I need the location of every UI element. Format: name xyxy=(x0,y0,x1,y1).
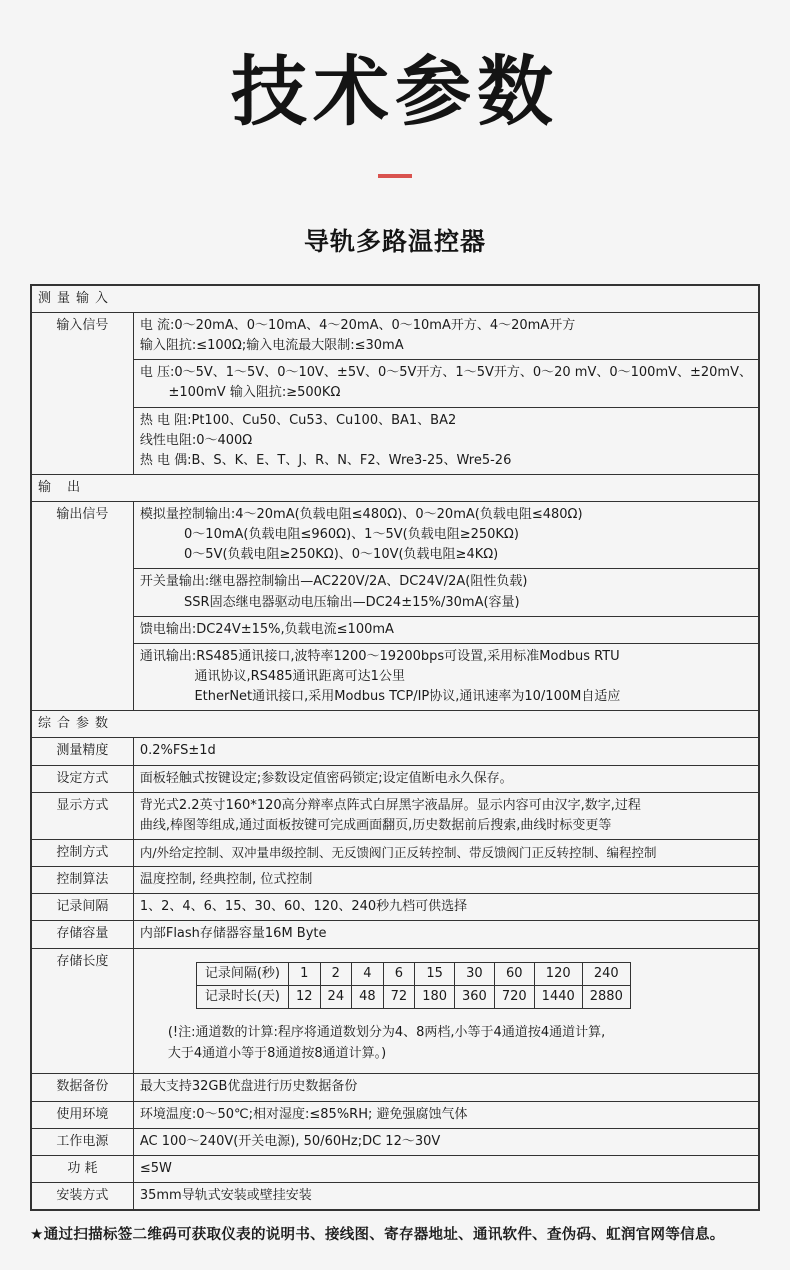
storage-length-table xyxy=(196,962,631,1009)
footer-note xyxy=(30,1223,760,1270)
star-icon: ★ xyxy=(30,1225,44,1244)
cell-switch-output xyxy=(133,569,758,616)
row-label-accuracy: 测量精度 xyxy=(32,738,134,765)
storage-interval-cell: 15 xyxy=(415,962,455,985)
row-label-input-signal: 输入信号 xyxy=(32,312,134,474)
current-line-2: 输入阻抗:≤100Ω;输入电流最大限制:≤30mA xyxy=(139,338,404,354)
table-row xyxy=(32,792,759,839)
table-row xyxy=(32,711,759,738)
cell-feed-output: 馈电输出:DC24V±15%,负载电流≤100mA xyxy=(133,616,758,643)
row-value-record-interval: 1、2、4、6、15、30、60、120、240秒九档可供选择 xyxy=(133,894,758,921)
table-row xyxy=(32,1074,759,1101)
row-label-consumption: 功 耗 xyxy=(32,1155,134,1182)
storage-duration-cell: 24 xyxy=(320,985,352,1008)
section-overall: 综合参数 xyxy=(32,711,759,738)
storage-interval-cell: 120 xyxy=(534,962,582,985)
row-label-storage-capacity: 存储容量 xyxy=(32,921,134,948)
table-row xyxy=(32,1128,759,1155)
comm-line-1: 通讯输出:RS485通讯接口,波特率1200～19200bps可设置,采用标准Modbus RTU xyxy=(139,648,620,664)
switch-line-1: 开关量输出:继电器控制输出—AC220V/2A、DC24V/2A(阻性负载) xyxy=(139,574,528,590)
cell-current-spec xyxy=(133,312,758,359)
table-row xyxy=(32,867,759,894)
storage-interval-cell: 60 xyxy=(494,962,534,985)
rtd-line-2: 线性电阻:0～400Ω xyxy=(139,432,253,448)
table-row xyxy=(32,569,759,616)
row-value-display xyxy=(133,792,758,839)
display-line-1: 背光式2.2英寸160*120高分辩率点阵式白屏黑字液晶屏。显示内容可由汉字,数字,过程 xyxy=(139,797,641,813)
row-label-output-signal: 输出信号 xyxy=(32,502,134,711)
page-title: 技术参数 xyxy=(231,47,559,136)
switch-line-2: SSR固态继电器驱动电压输出—DC24±15%/30mA(容量) xyxy=(184,594,520,610)
row-value-control-algo: 温度控制, 经典控制, 位式控制 xyxy=(133,867,758,894)
table-row xyxy=(196,962,630,985)
section-output: 输 出 xyxy=(32,474,759,501)
table-row xyxy=(32,616,759,643)
spec-table xyxy=(31,285,759,1210)
storage-length-note xyxy=(140,1013,752,1071)
analog-line-2: 0～10mA(负载电阻≤960Ω)、1～5V(负载电阻≥250KΩ) xyxy=(184,527,519,543)
table-row xyxy=(32,738,759,765)
footer-text: 通过扫描标签二维码可获取仪表的说明书、接线图、寄存器地址、通讯软件、查伪码、虹润官网等信息。 xyxy=(43,1227,725,1244)
title-divider xyxy=(378,174,412,178)
table-row xyxy=(32,407,759,474)
storage-duration-cell: 180 xyxy=(415,985,455,1008)
table-row xyxy=(32,474,759,501)
storage-duration-cell: 72 xyxy=(383,985,415,1008)
row-value-control-mode: 内/外给定控制、双冲量串级控制、无反馈阀门正反转控制、带反馈阀门正反转控制、编程控制 xyxy=(133,840,758,867)
table-row xyxy=(32,921,759,948)
table-row xyxy=(32,360,759,407)
row-label-backup: 数据备份 xyxy=(32,1074,134,1101)
cell-voltage-spec xyxy=(133,360,758,407)
storage-duration-cell: 12 xyxy=(289,985,321,1008)
voltage-line-1: 电 压:0～5V、1～5V、0～10V、±5V、0～5V开方、1～5V开方、0～20 mV、0～100mV、±20mV、 xyxy=(139,365,752,381)
product-subtitle: 导轨多路温控器 xyxy=(303,226,486,256)
storage-note-line-1: (!注:通道数的计算:程序将通道数划分为4、8两档,小等于4通道按4通道计算, xyxy=(167,1024,606,1040)
storage-duration-cell: 360 xyxy=(455,985,495,1008)
current-line-1: 电 流:0～20mA、0～10mA、4～20mA、0～10mA开方、4～20mA开方 xyxy=(139,317,576,333)
table-row xyxy=(32,1101,759,1128)
display-line-2: 曲线,棒图等组成,通过面板按键可完成画面翻页,历史数据前后搜索,曲线时标变更等 xyxy=(139,817,612,833)
storage-interval-cell: 6 xyxy=(383,962,415,985)
storage-interval-cell: 30 xyxy=(455,962,495,985)
row-label-power: 工作电源 xyxy=(32,1128,134,1155)
row-label-control-mode: 控制方式 xyxy=(32,840,134,867)
table-row xyxy=(32,840,759,867)
cell-analog-output xyxy=(133,502,758,569)
spec-table-wrapper xyxy=(30,284,760,1211)
analog-line-1: 模拟量控制输出:4～20mA(负载电阻≤480Ω)、0～20mA(负载电阻≤480Ω) xyxy=(139,507,583,523)
table-row xyxy=(32,894,759,921)
row-label-control-algo: 控制算法 xyxy=(32,867,134,894)
row-value-environment: 环境温度:0～50℃;相对湿度:≤85%RH; 避免强腐蚀气体 xyxy=(133,1101,758,1128)
row-label-record-interval: 记录间隔 xyxy=(32,894,134,921)
row-value-storage-length xyxy=(133,948,758,1074)
storage-duration-header: 记录时长(天) xyxy=(196,985,288,1008)
storage-note-line-2: 大于4通道小等于8通道按8通道计算。) xyxy=(167,1045,387,1061)
storage-duration-cell: 2880 xyxy=(582,985,630,1008)
rtd-line-1: 热 电 阻:Pt100、Cu50、Cu53、Cu100、BA1、BA2 xyxy=(139,412,457,428)
row-value-consumption: ≤5W xyxy=(133,1155,758,1182)
table-row xyxy=(32,643,759,710)
row-label-environment: 使用环境 xyxy=(32,1101,134,1128)
storage-interval-cell: 4 xyxy=(352,962,384,985)
row-value-power: AC 100～240V(开关电源), 50/60Hz;DC 12～30V xyxy=(133,1128,758,1155)
storage-interval-header: 记录间隔(秒) xyxy=(196,962,288,985)
cell-rtd-spec xyxy=(133,407,758,474)
rtd-line-3: 热 电 偶:B、S、K、E、T、J、R、N、F2、Wre3-25、Wre5-26 xyxy=(139,452,512,468)
table-row xyxy=(32,285,759,312)
section-measure-input: 测量输入 xyxy=(32,285,759,312)
row-value-backup: 最大支持32GB优盘进行历史数据备份 xyxy=(133,1074,758,1101)
row-label-mounting: 安装方式 xyxy=(32,1183,134,1210)
row-label-display: 显示方式 xyxy=(32,792,134,839)
row-label-storage-length: 存储长度 xyxy=(32,948,134,1074)
storage-duration-cell: 720 xyxy=(494,985,534,1008)
table-row xyxy=(32,1155,759,1182)
storage-interval-cell: 240 xyxy=(582,962,630,985)
row-value-storage-capacity: 内部Flash存储器容量16M Byte xyxy=(133,921,758,948)
row-value-setting: 面板轻触式按键设定;参数设定值密码锁定;设定值断电永久保存。 xyxy=(133,765,758,792)
row-value-mounting: 35mm导轨式安装或壁挂安装 xyxy=(133,1183,758,1210)
table-row xyxy=(32,1183,759,1210)
cell-comm-output xyxy=(133,643,758,710)
comm-line-3: EtherNet通讯接口,采用Modbus TCP/IP协议,通讯速率为10/100M自适应 xyxy=(194,689,621,705)
storage-duration-cell: 1440 xyxy=(534,985,582,1008)
table-row xyxy=(32,312,759,359)
table-row xyxy=(196,985,630,1008)
table-row xyxy=(32,765,759,792)
row-value-accuracy: 0.2%FS±1d xyxy=(133,738,758,765)
storage-interval-cell: 1 xyxy=(289,962,321,985)
storage-duration-cell: 48 xyxy=(352,985,384,1008)
row-label-setting: 设定方式 xyxy=(32,765,134,792)
storage-length-table-wrapper xyxy=(140,952,752,1013)
voltage-line-2: ±100mV 输入阻抗:≥500KΩ xyxy=(168,385,341,401)
analog-line-3: 0～5V(负载电阻≥250KΩ)、0～10V(负载电阻≥4KΩ) xyxy=(184,547,499,563)
comm-line-2: 通讯协议,RS485通讯距离可达1公里 xyxy=(194,669,405,685)
table-row xyxy=(32,502,759,569)
storage-interval-cell: 2 xyxy=(320,962,352,985)
table-row xyxy=(32,948,759,1074)
